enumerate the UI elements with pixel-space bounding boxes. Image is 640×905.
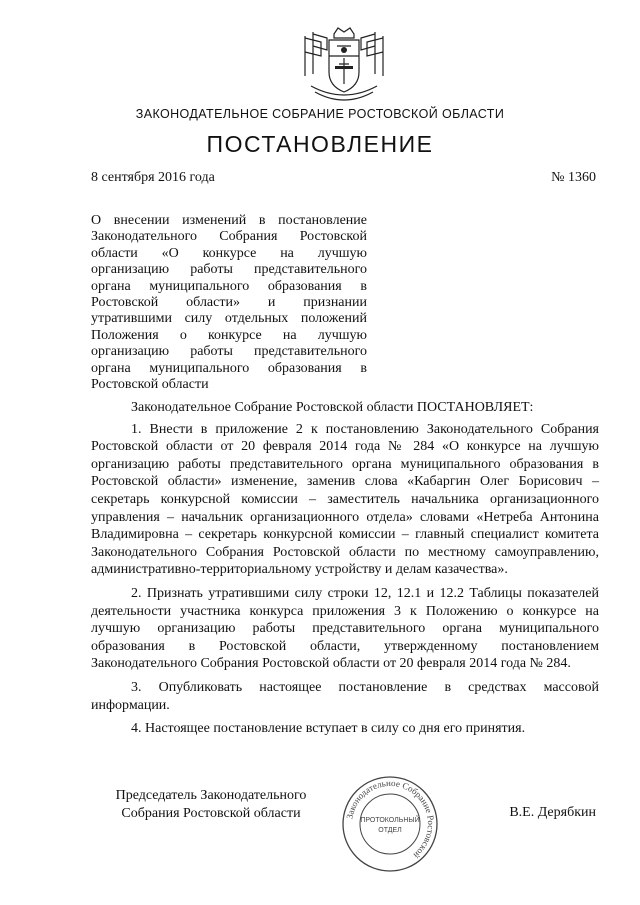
signatory-title-line2: Собрания Ростовской области xyxy=(121,805,301,821)
stamp-ring-text: Законодательное Собрание Ростовской xyxy=(344,777,437,861)
stamp-center-line2: ОТДЕЛ xyxy=(378,827,402,834)
coat-of-arms-icon xyxy=(299,26,389,104)
body-item-1: 1. Внести в приложение 2 к постановлению Законодательного Собрания Ростовской области от 20 февраля 2014 года № 284 «О конкурсе на лучшую организацию работы представительного органа муниципального образования в Ростовской области» изменение, заменив слова «Кабаргин Олег Борисович – секретарь конкурсной комиссии – заместитель начальника организационного управления – начальник организационного отдела» словами «Нетреба Антонина Владимировна – секретарь конкурсной комиссии – главный специалист комитета Законодательного Собрания Ростовской области по местному самоуправлению, административно-территориальному устройству и делам казачества». xyxy=(91,421,599,578)
signatory-title-line1: Председатель Законодательного xyxy=(115,788,307,803)
signatory-title xyxy=(91,787,331,822)
seal-stamp xyxy=(341,775,439,873)
document-subject: О внесении изменений в постановление Законодательного Собрания Ростовской области «О конкурсе на лучшую организацию работы представительного органа муниципального образования в Ростовской области» и признании утратившими силу отдельных положений Положения о конкурсе на лучшую организацию работы представительного органа муниципального образования в Ростовской области xyxy=(91,213,367,393)
signatory-name: В.Е. Дерябкин xyxy=(509,805,596,820)
body-item-2: 2. Признать утратившими силу строки 12, 12.1 и 12.2 Таблицы показателей деятельности участника конкурса приложения 3 к Положению о конкурсе на лучшую организацию работы представительного органа муниципального образования в Ростовской области, утвержденному постановлением Законодательного Собрания Ростовской области от 20 февраля 2014 года № 284. xyxy=(91,585,599,672)
document-title: ПОСТАНОВЛЕНИЕ xyxy=(206,131,434,157)
organization-name: ЗАКОНОДАТЕЛЬНОЕ СОБРАНИЕ РОСТОВСКОЙ ОБЛАСТИ xyxy=(135,107,505,121)
stamp-center-line1: ПРОТОКОЛЬНЫЙ xyxy=(360,817,420,824)
document-date: 8 сентября 2016 года xyxy=(91,170,215,185)
body-item-3: 3. Опубликовать настоящее постановление в средствах массовой информации. xyxy=(91,679,599,713)
body-item-4: 4. Настоящее постановление вступает в силу со дня его принятия. xyxy=(131,721,526,737)
body-lead: Законодательное Собрание Ростовской области ПОСТАНОВЛЯЕТ: xyxy=(131,400,534,415)
document-number: № 1360 xyxy=(551,170,596,185)
document-body xyxy=(91,399,599,744)
